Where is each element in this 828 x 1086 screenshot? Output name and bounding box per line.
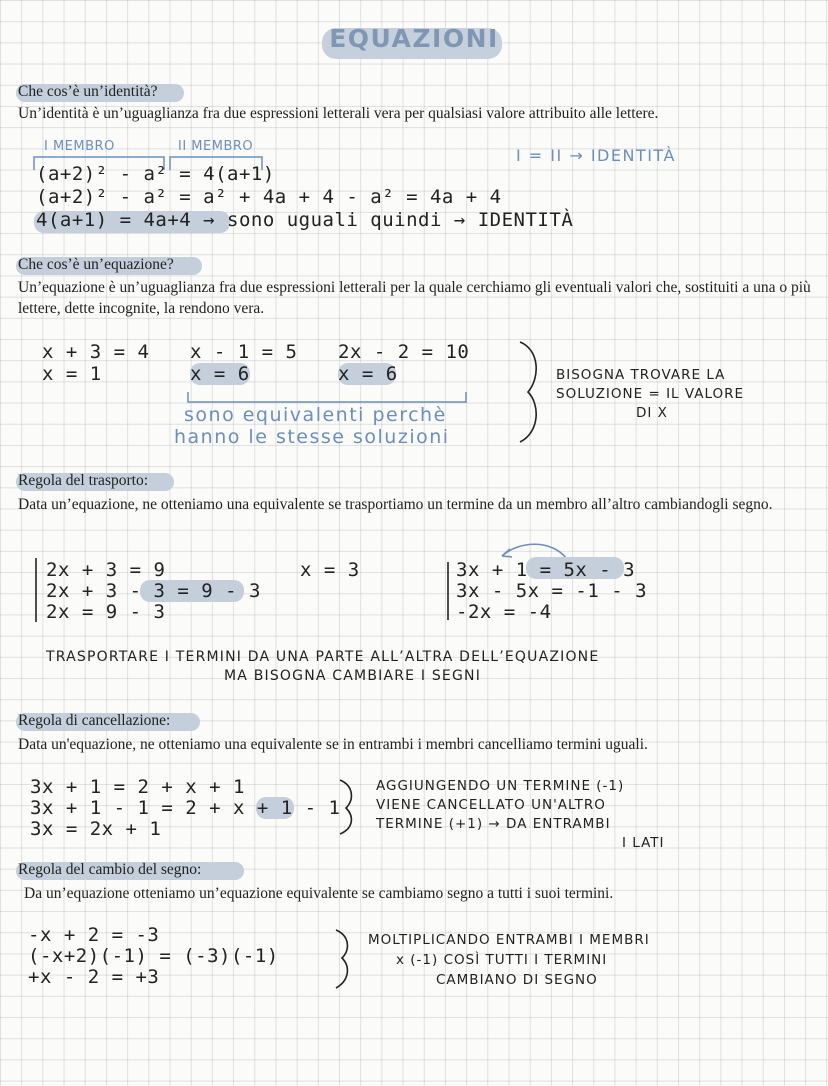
eq2-line-1: x - 1 = 5	[190, 341, 298, 363]
segno-line-3: +x - 2 = +3	[28, 966, 160, 988]
eq1-line-1: x + 3 = 4	[42, 341, 150, 363]
cancellazione-note-2: VIENE CANCELLATO UN'ALTRO	[376, 797, 606, 813]
cancellazione-heading: Regola di cancellazione:	[18, 712, 171, 729]
trasporto-ex2-line-2: 3x - 5x = -1 - 3	[456, 580, 648, 602]
eq3-line-1: 2x - 2 = 10	[338, 341, 470, 363]
cancellazione-line-3: 3x = 2x + 1	[30, 818, 162, 840]
equazione-note-2: SOLUZIONE = IL VALORE	[556, 386, 745, 402]
segno-note-3: CAMBIANO DI SEGNO	[436, 972, 598, 988]
cancellazione-note-1: AGGIUNGENDO UN TERMINE (-1)	[376, 778, 625, 794]
second-member-label: II MEMBRO	[178, 139, 254, 154]
trasporto-heading: Regola del trasporto:	[18, 472, 148, 489]
trasporto-ex2-line-1: 3x + 1 = 5x - 3	[456, 559, 636, 581]
cancellazione-note-3: TERMINE (+1) → DA ENTRAMBI	[376, 816, 611, 832]
cancellazione-note-4: I LATI	[622, 835, 665, 851]
equivalent-line-1: sono equivalenti perchè	[184, 404, 447, 426]
segno-line-1: -x + 2 = -3	[28, 924, 160, 946]
identita-definition: Un’identità è un’uguaglianza fra due espressioni letterali vera per qualsiasi valore attribuito alle lettere.	[18, 105, 659, 122]
segno-line-2: (-x+2)(-1) = (-3)(-1)	[28, 945, 279, 967]
eq3-line-2: x = 6	[338, 363, 398, 385]
equazione-heading: Che cos’è un’equazione?	[18, 256, 174, 273]
equivalent-line-2: hanno le stesse soluzioni	[174, 426, 450, 448]
first-member-label: I MEMBRO	[44, 139, 115, 154]
cancellazione-definition: Data un'equazione, ne otteniamo una equivalente se in entrambi i membri cancelliamo termini uguali.	[18, 736, 648, 753]
identita-heading: Che cos’è un’identità?	[18, 83, 158, 100]
segno-heading: Regola del cambio del segno:	[18, 861, 202, 878]
equazione-definition: Un’equazione è un’uguaglianza fra due espressioni letterali per la quale cerchiamo gli eventuali valori che, sostituiti a una o più lettere, dette incognite, la rendono vera.	[18, 279, 811, 317]
identita-line-3: 4(a+1) = 4a+4 → sono uguali quindi → IDENTITÀ	[36, 209, 574, 231]
trasporto-ex1-line-1: 2x + 3 = 9	[46, 559, 166, 581]
eq2-line-2: x = 6	[190, 363, 250, 385]
segno-definition: Da un’equazione otteniamo un’equazione equivalente se cambiamo segno a tutti i suoi termini.	[24, 885, 614, 902]
identita-line-1: (a+2)² - a² = 4(a+1)	[36, 163, 275, 185]
cancellazione-line-2: 3x + 1 - 1 = 2 + x + 1 - 1	[30, 797, 341, 819]
segno-note-2: x (-1) COSÌ TUTTI I TERMINI	[396, 952, 608, 968]
trasporto-definition: Data un’equazione, ne otteniamo una equivalente se trasportiamo un termine da un membro all’altro cambiandogli segno.	[18, 496, 773, 513]
eq1-line-2: x = 1	[42, 363, 102, 385]
identita-note: I = II → IDENTITÀ	[516, 146, 676, 165]
page-title: EQUAZIONI	[329, 24, 499, 53]
trasporto-result: x = 3	[300, 559, 360, 581]
identita-line-2: (a+2)² - a² = a² + 4a + 4 - a² = 4a + 4	[36, 186, 502, 208]
segno-note-1: MOLTIPLICANDO ENTRAMBI I MEMBRI	[368, 932, 650, 948]
trasporto-note-2: MA BISOGNA CAMBIARE I SEGNI	[224, 668, 482, 684]
equazione-note-3: DI X	[636, 405, 668, 421]
trasporto-ex2-line-3: -2x = -4	[456, 601, 552, 623]
cancellazione-line-1: 3x + 1 = 2 + x + 1	[30, 776, 245, 798]
equazione-note-1: BISOGNA TROVARE LA	[556, 367, 726, 383]
trasporto-ex1-line-3: 2x = 9 - 3	[46, 601, 166, 623]
trasporto-note-1: TRASPORTARE I TERMINI DA UNA PARTE ALL’ALTRA DELL’EQUAZIONE	[46, 649, 600, 665]
trasporto-ex1-line-2: 2x + 3 - 3 = 9 - 3	[46, 580, 261, 602]
